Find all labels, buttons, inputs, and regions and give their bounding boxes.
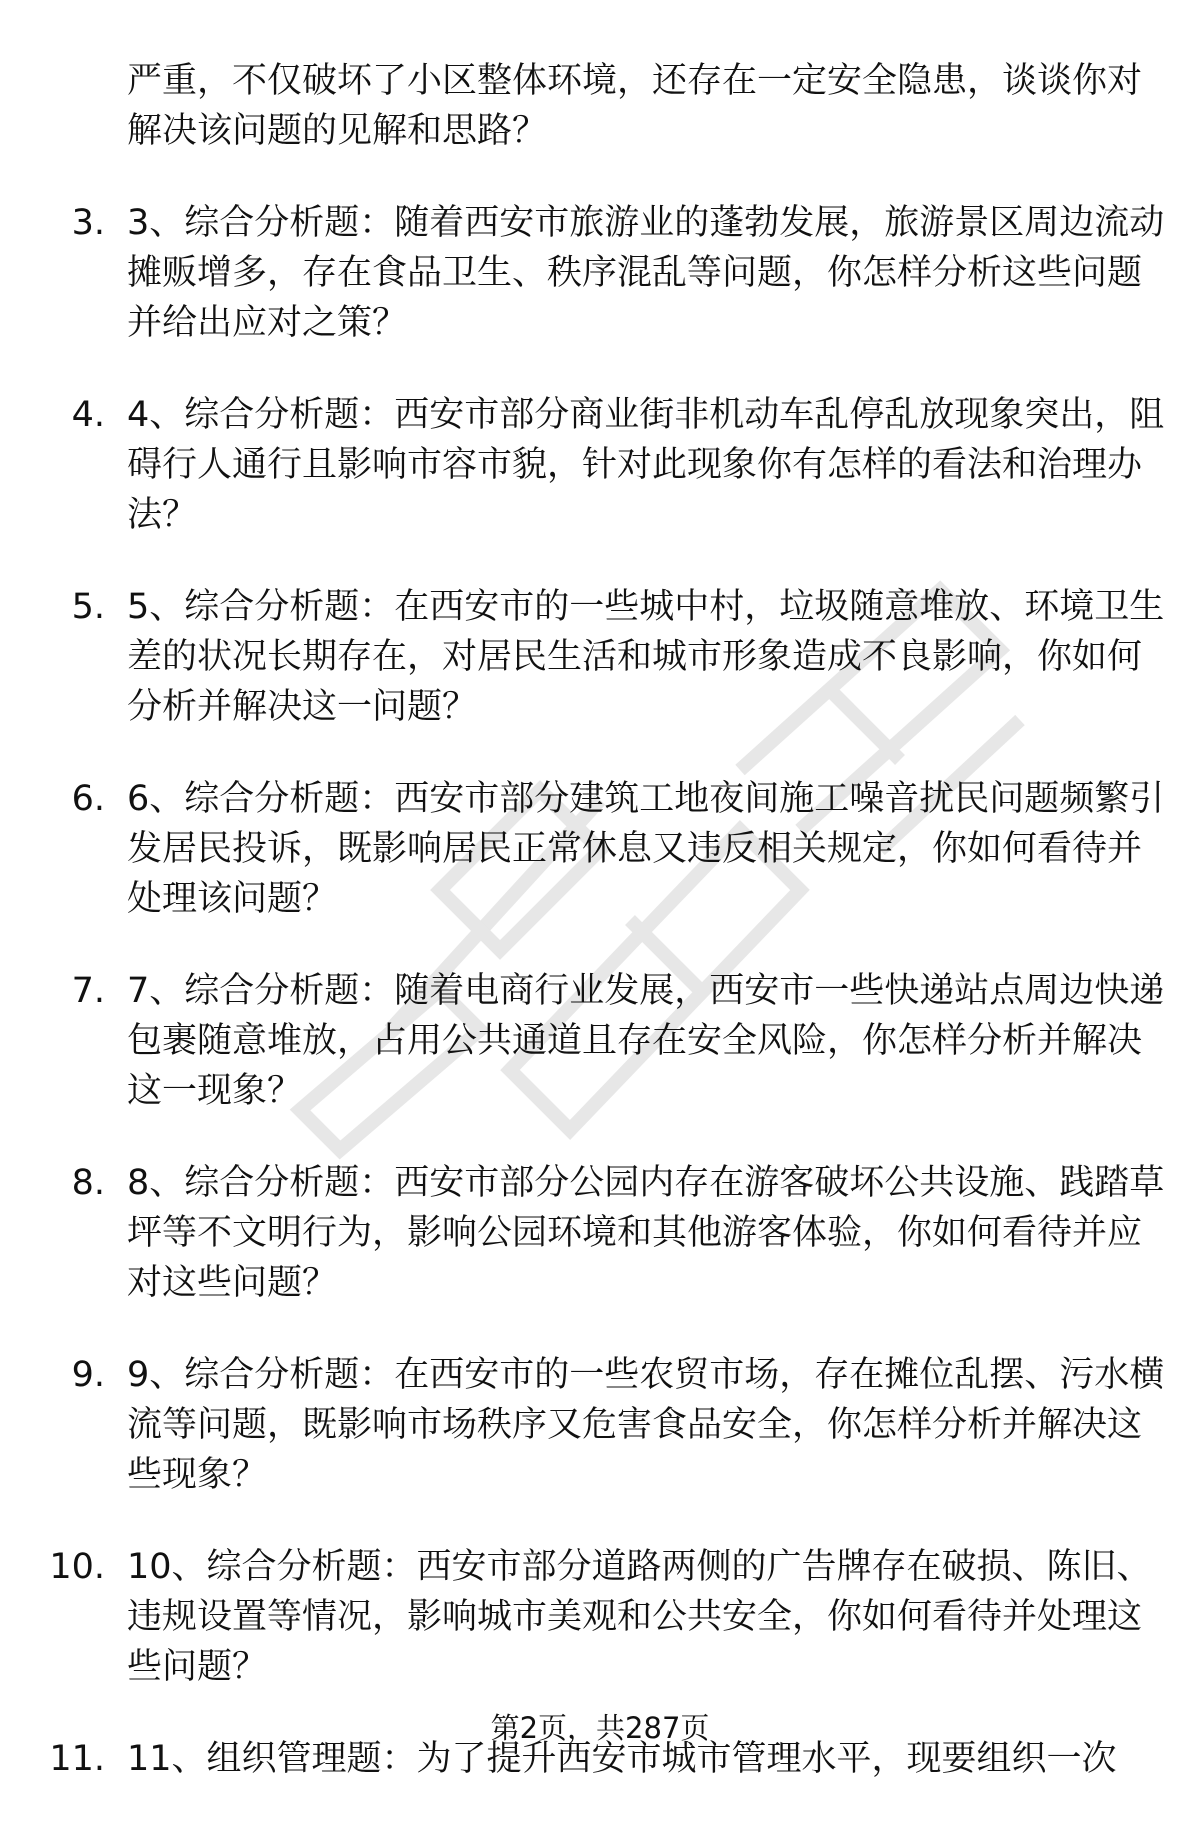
item-number: 5. [71, 587, 105, 627]
list-item [0, 198, 1200, 348]
page-footer: 第2页，共287页 [490, 1711, 710, 1745]
list-item [0, 1542, 1200, 1692]
item-number: 7. [71, 971, 105, 1011]
list-item [0, 1350, 1200, 1500]
item-number: 11. [49, 1739, 105, 1779]
list-item [0, 966, 1200, 1116]
item-text: 11、组织管理题：为了提升西安市城市管理水平，现要组织一次 [127, 1739, 1117, 1779]
list-item [0, 582, 1200, 732]
item-text: 5、综合分析题：在西安市的一些城中村，垃圾随意堆放、环境卫生差的状况长期存在，对居民生活和城市形象造成不良影响，你如何分析并解决这一问题？ [127, 587, 1165, 727]
question-list [0, 56, 1200, 1826]
item-text: 8、综合分析题：西安市部分公园内存在游客破坏公共设施、践踏草坪等不文明行为，影响公园环境和其他游客体验，你如何看待并应对这些问题？ [127, 1163, 1165, 1303]
item-number: 8. [71, 1163, 105, 1203]
item-number: 6. [71, 779, 105, 819]
continued-question-text: 严重，不仅破坏了小区整体环境，还存在一定安全隐患，谈谈你对解决该问题的见解和思路？ [127, 61, 1143, 151]
item-text: 3、综合分析题：随着西安市旅游业的蓬勃发展，旅游景区周边流动摊贩增多，存在食品卫生、秩序混乱等问题，你怎样分析这些问题并给出应对之策？ [127, 203, 1165, 343]
item-text: 9、综合分析题：在西安市的一些农贸市场，存在摊位乱摆、污水横流等问题，既影响市场秩序又危害食品安全，你怎样分析并解决这些现象？ [127, 1355, 1165, 1495]
item-number: 3. [71, 203, 105, 243]
item-number: 9. [71, 1355, 105, 1395]
item-text: 7、综合分析题：随着电商行业发展，西安市一些快递站点周边快递包裹随意堆放，占用公共通道且存在安全风险，你怎样分析并解决这一现象？ [127, 971, 1165, 1111]
item-text: 10、综合分析题：西安市部分道路两侧的广告牌存在破损、陈旧、违规设置等情况，影响城市美观和公共安全，你如何看待并处理这些问题？ [127, 1547, 1152, 1687]
list-item [0, 390, 1200, 540]
list-item [0, 1158, 1200, 1308]
item-text: 4、综合分析题：西安市部分商业街非机动车乱停乱放现象突出，阻碍行人通行且影响市容市貌，针对此现象你有怎样的看法和治理办法？ [127, 395, 1165, 535]
list-item [0, 774, 1200, 924]
item-number: 10. [49, 1547, 105, 1587]
item-text: 6、综合分析题：西安市部分建筑工地夜间施工噪音扰民问题频繁引发居民投诉，既影响居民正常休息又违反相关规定，你如何看待并处理该问题？ [127, 779, 1165, 919]
item-number: 4. [71, 395, 105, 435]
